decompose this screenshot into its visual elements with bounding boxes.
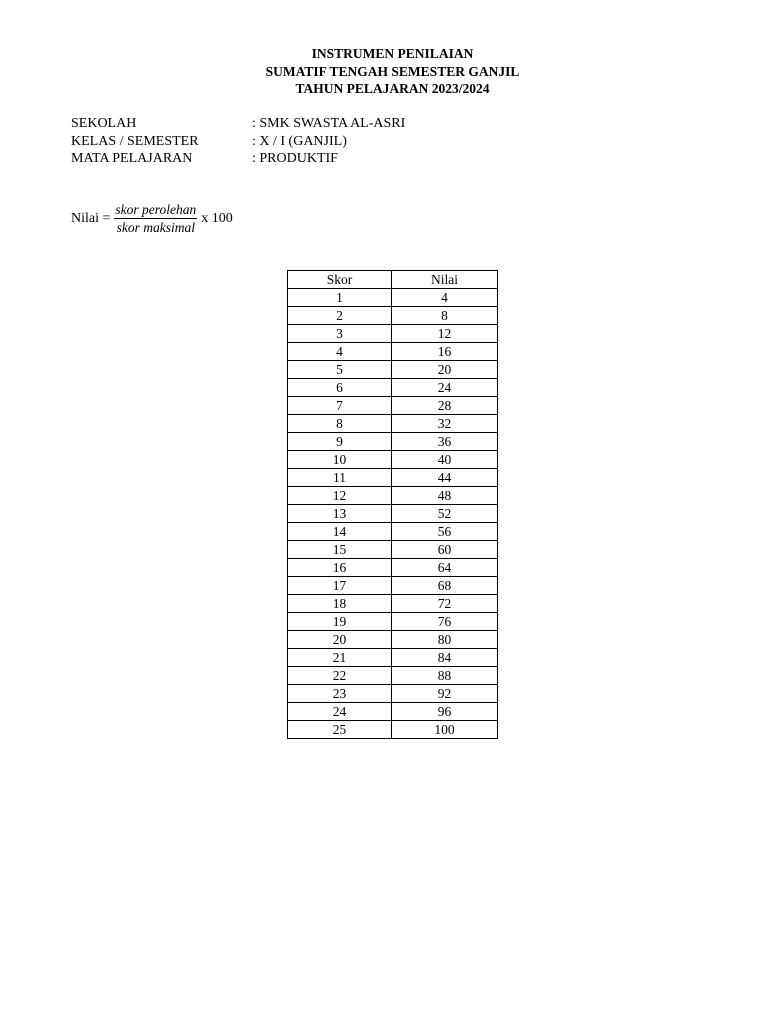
score-conversion-table bbox=[287, 270, 498, 739]
cell-nilai: 92 bbox=[392, 685, 498, 703]
info-label: KELAS / SEMESTER bbox=[71, 133, 199, 149]
cell-nilai: 32 bbox=[392, 415, 498, 433]
cell-skor: 9 bbox=[288, 433, 392, 451]
table-row bbox=[288, 595, 498, 613]
cell-skor: 5 bbox=[288, 361, 392, 379]
cell-nilai: 72 bbox=[392, 595, 498, 613]
header-nilai: Nilai bbox=[392, 271, 498, 289]
formula-numerator: skor perolehan bbox=[115, 202, 197, 217]
table-row bbox=[288, 397, 498, 415]
cell-skor: 7 bbox=[288, 397, 392, 415]
title-line-1: INSTRUMEN PENILAIAN bbox=[311, 46, 474, 61]
table-row bbox=[288, 613, 498, 631]
cell-nilai: 40 bbox=[392, 451, 498, 469]
cell-skor: 6 bbox=[288, 379, 392, 397]
cell-nilai: 36 bbox=[392, 433, 498, 451]
cell-skor: 20 bbox=[288, 631, 392, 649]
cell-skor: 1 bbox=[288, 289, 392, 307]
cell-skor: 23 bbox=[288, 685, 392, 703]
info-value: : X / I (GANJIL) bbox=[252, 133, 347, 149]
cell-nilai: 52 bbox=[392, 505, 498, 523]
cell-nilai: 96 bbox=[392, 703, 498, 721]
cell-skor: 12 bbox=[288, 487, 392, 505]
formula-fraction bbox=[114, 202, 197, 235]
cell-nilai: 100 bbox=[392, 721, 498, 739]
table-header-row bbox=[288, 271, 498, 289]
cell-skor: 24 bbox=[288, 703, 392, 721]
table-row bbox=[288, 379, 498, 397]
document-title bbox=[0, 45, 768, 98]
score-formula bbox=[71, 202, 233, 235]
table-row bbox=[288, 721, 498, 739]
table-row bbox=[288, 451, 498, 469]
cell-skor: 17 bbox=[288, 577, 392, 595]
cell-skor: 21 bbox=[288, 649, 392, 667]
table-row bbox=[288, 703, 498, 721]
cell-skor: 22 bbox=[288, 667, 392, 685]
title-line-2: SUMATIF TENGAH SEMESTER GANJIL bbox=[265, 63, 520, 79]
cell-nilai: 68 bbox=[392, 577, 498, 595]
cell-nilai: 60 bbox=[392, 541, 498, 559]
table-row bbox=[288, 415, 498, 433]
table-row bbox=[288, 541, 498, 559]
table-row bbox=[288, 667, 498, 685]
cell-skor: 4 bbox=[288, 343, 392, 361]
cell-skor: 10 bbox=[288, 451, 392, 469]
info-value: : PRODUKTIF bbox=[252, 151, 338, 166]
cell-skor: 3 bbox=[288, 325, 392, 343]
table-body bbox=[288, 289, 498, 739]
cell-nilai: 76 bbox=[392, 613, 498, 631]
table-row bbox=[288, 289, 498, 307]
cell-nilai: 80 bbox=[392, 631, 498, 649]
cell-nilai: 84 bbox=[392, 649, 498, 667]
cell-skor: 11 bbox=[288, 469, 392, 487]
title-line-3: TAHUN PELAJARAN 2023/2024 bbox=[295, 81, 490, 96]
cell-skor: 18 bbox=[288, 595, 392, 613]
cell-nilai: 8 bbox=[392, 307, 498, 325]
cell-nilai: 44 bbox=[392, 469, 498, 487]
cell-nilai: 28 bbox=[392, 397, 498, 415]
cell-nilai: 24 bbox=[392, 379, 498, 397]
formula-prefix: Nilai = bbox=[71, 210, 111, 226]
table-row bbox=[288, 685, 498, 703]
cell-skor: 13 bbox=[288, 505, 392, 523]
cell-nilai: 56 bbox=[392, 523, 498, 541]
table-row bbox=[288, 631, 498, 649]
cell-nilai: 88 bbox=[392, 667, 498, 685]
cell-skor: 19 bbox=[288, 613, 392, 631]
header-skor: Skor bbox=[288, 271, 392, 289]
table-row bbox=[288, 307, 498, 325]
cell-nilai: 12 bbox=[392, 325, 498, 343]
cell-skor: 8 bbox=[288, 415, 392, 433]
formula-suffix: x 100 bbox=[201, 210, 233, 226]
info-label: MATA PELAJARAN bbox=[71, 151, 193, 166]
cell-skor: 16 bbox=[288, 559, 392, 577]
info-value: : SMK SWASTA AL-ASRI bbox=[252, 116, 406, 131]
table-row bbox=[288, 325, 498, 343]
cell-nilai: 48 bbox=[392, 487, 498, 505]
table-row bbox=[288, 343, 498, 361]
cell-skor: 2 bbox=[288, 307, 392, 325]
cell-skor: 14 bbox=[288, 523, 392, 541]
table-row bbox=[288, 577, 498, 595]
table-row bbox=[288, 469, 498, 487]
info-label: SEKOLAH bbox=[71, 116, 137, 131]
cell-nilai: 16 bbox=[392, 343, 498, 361]
table-row bbox=[288, 505, 498, 523]
table-row bbox=[288, 433, 498, 451]
cell-nilai: 64 bbox=[392, 559, 498, 577]
cell-nilai: 4 bbox=[392, 289, 498, 307]
table-row bbox=[288, 523, 498, 541]
cell-skor: 25 bbox=[288, 721, 392, 739]
table-row bbox=[288, 559, 498, 577]
cell-skor: 15 bbox=[288, 541, 392, 559]
table-row bbox=[288, 649, 498, 667]
table-row bbox=[288, 361, 498, 379]
cell-nilai: 20 bbox=[392, 361, 498, 379]
formula-denominator: skor maksimal bbox=[116, 220, 196, 235]
table-row bbox=[288, 487, 498, 505]
